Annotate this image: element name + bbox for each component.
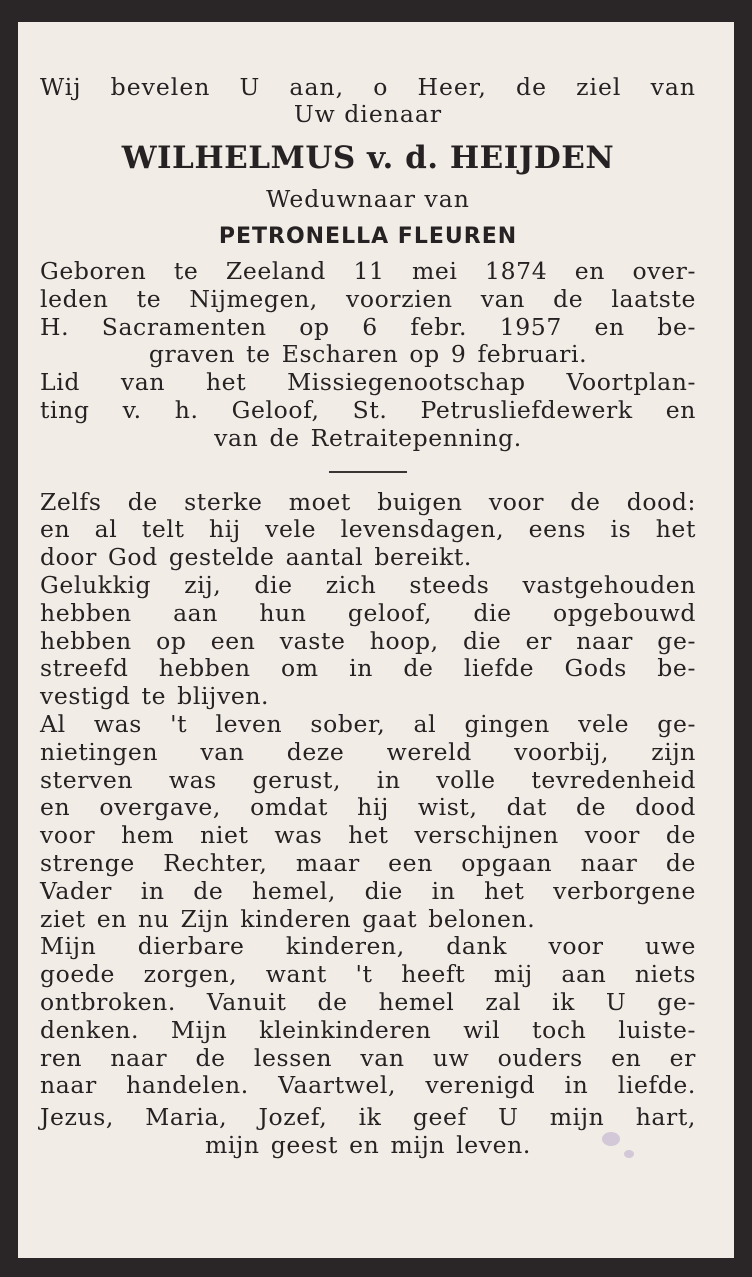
text-line: Vader in de hemel, die in het verborgene — [40, 876, 696, 905]
marital-status: Weduwnaar van — [266, 185, 470, 213]
text-line: door God gestelde aantal bereikt. — [40, 543, 472, 572]
divider-rule — [329, 471, 407, 473]
text-line: goede zorgen, want 't heeft mij aan niets — [40, 960, 696, 989]
prayer-line: mijn geest en mijn leven. — [205, 1130, 531, 1159]
prayer-line: Jezus, Maria, Jozef, ik geef U mijn hart, — [40, 1103, 696, 1132]
opening-line: Wij bevelen U aan, o Heer, de ziel van — [40, 73, 696, 101]
text-line: Mijn dierbare kinderen, dank voor uwe — [40, 932, 696, 961]
opening-line: Uw dienaar — [293, 100, 443, 128]
text-line: strenge Rechter, maar een opgaan naar de — [40, 848, 696, 877]
memorial-text — [40, 489, 696, 1101]
text-line: hebben op een vaste hoop, die er naar ge- — [40, 626, 696, 655]
text-line: sterven was gerust, in volle tevredenheid — [40, 765, 696, 794]
bio-line: van de Retraitepenning. — [214, 423, 522, 452]
card-content — [40, 74, 696, 1160]
text-line: streefd hebben om in de liefde Gods be- — [40, 654, 696, 683]
text-line: ontbroken. Vanuit de hemel zal ik U ge- — [40, 987, 696, 1016]
bio-line: H. Sacramenten op 6 febr. 1957 en be- — [40, 312, 696, 341]
text-line: ziet en nu Zijn kinderen gaat belonen. — [40, 904, 536, 933]
biography — [40, 258, 696, 453]
deceased-name: WILHELMUS v. d. HEIJDEN — [121, 140, 615, 176]
text-line: ren naar de lessen van uw ouders en er — [40, 1043, 696, 1072]
text-line: denken. Mijn kleinkinderen wil toch luiste- — [40, 1015, 696, 1044]
text-line: Al was 't leven sober, al gingen vele ge- — [40, 709, 696, 738]
bio-line: Geboren te Zeeland 11 mei 1874 en over- — [40, 257, 696, 285]
bio-line: ting v. h. Geloof, St. Petrusliefdewerk en — [40, 395, 696, 424]
text-line: voor hem niet was het verschijnen voor de — [40, 821, 696, 850]
text-line: vestigd te blijven. — [40, 682, 270, 711]
text-line: hebben aan hun geloof, die opgebouwd — [40, 598, 696, 627]
text-line: naar handelen. Vaartwel, verenigd in liefde. — [40, 1071, 696, 1100]
text-line: nietingen van deze wereld voorbij, zijn — [40, 737, 696, 766]
closing-prayer — [40, 1104, 696, 1160]
bio-line: leden te Nijmegen, voorzien van de laatste — [40, 284, 696, 313]
text-line: en overgave, omdat hij wist, dat de dood — [40, 793, 696, 822]
text-line: en al telt hij vele levensdagen, eens is het — [40, 515, 696, 544]
text-line: Gelukkig zij, die zich steeds vastgehouden — [40, 570, 696, 599]
text-line: Zelfs de sterke moet buigen voor de dood: — [40, 487, 696, 516]
bio-line: graven te Escharen op 9 februari. — [148, 340, 588, 369]
bio-line: Lid van het Missiegenootschap Voortplan- — [40, 368, 696, 397]
opening-prayer — [40, 74, 696, 128]
spouse-name: PETRONELLA FLEUREN — [218, 224, 518, 249]
